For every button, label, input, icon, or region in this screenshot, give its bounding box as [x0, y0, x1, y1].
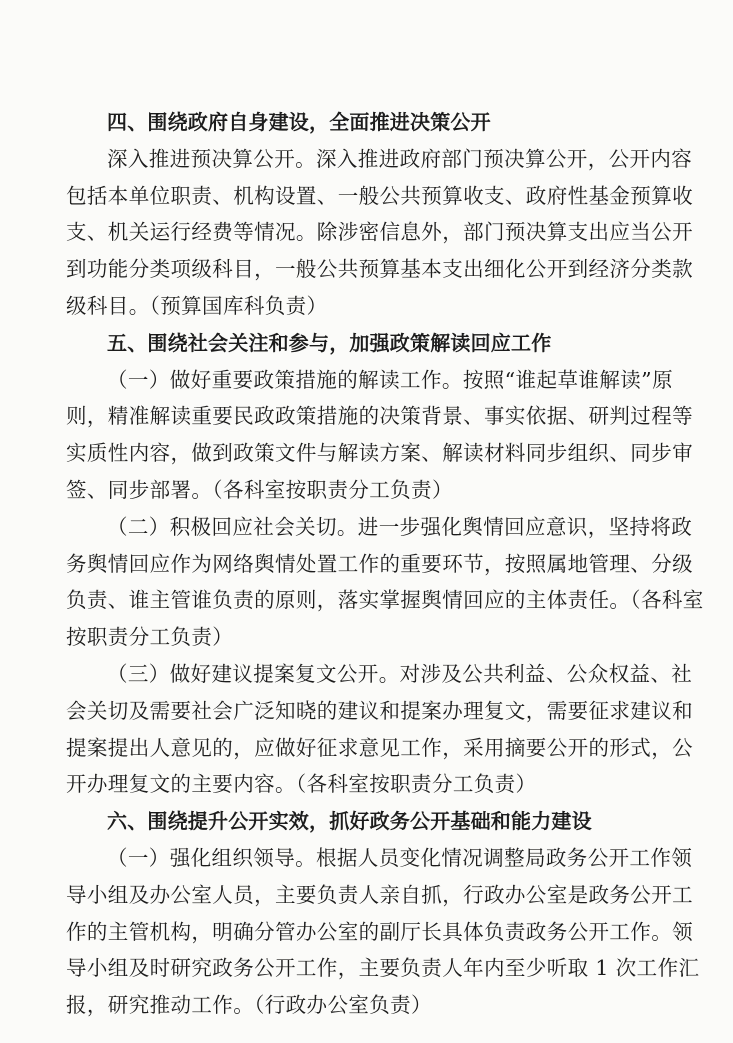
paragraph-line: 则，精准解读重要民政政策措施的决策背景、事实依据、研判过程等 — [66, 404, 693, 429]
section-heading-4: 四、围绕政府自身建设，全面推进决策公开 — [107, 110, 491, 134]
section-6-paragraph-1 — [66, 840, 700, 1024]
paragraph-line: 会关切及需要社会广泛知晓的建议和提案办理复文，需要征求建议和 — [66, 698, 693, 723]
section-4-paragraph-1 — [66, 141, 693, 325]
paragraph-line: （二）积极回应社会关切。进一步强化舆情回应意识，坚持将政 — [107, 514, 693, 539]
paragraph-line: 导小组及时研究政务公开工作，主要负责人年内至少听取 1 次工作汇 — [66, 956, 700, 981]
section-5-paragraph-3 — [66, 656, 693, 803]
paragraph-line: 按职责分工负责） — [66, 625, 234, 650]
paragraph-line: （一）强化组织领导。根据人员变化情况调整局政务公开工作领 — [107, 845, 693, 870]
paragraph-line: 报，研究推动工作。（行政办公室负责） — [66, 993, 432, 1018]
paragraph-line: （三）做好建议提案复文公开。对涉及公共利益、公众权益、社 — [107, 661, 693, 686]
section-5-paragraph-1 — [66, 362, 693, 509]
paragraph-line: 深入推进预决算公开。深入推进政府部门预决算公开，公开内容 — [107, 146, 693, 171]
paragraph-line: 实质性内容，做到政策文件与解读方案、解读材料同步组织、同步审 — [66, 441, 693, 466]
paragraph-line: 提案提出人意见的，应做好征求意见工作，采用摘要公开的形式，公 — [66, 735, 693, 760]
paragraph-line: 务舆情回应作为网络舆情处置工作的重要环节，按照属地管理、分级 — [66, 551, 693, 576]
paragraph-line: 开办理复文的主要内容。（各科室按职责分工负责） — [66, 772, 537, 797]
paragraph-line: 作的主管机构，明确分管办公室的副厅长具体负责政务公开工作。领 — [66, 919, 693, 944]
paragraph-line: 到功能分类项级科目，一般公共预算基本支出细化公开到经济分类款 — [66, 257, 693, 282]
paragraph-line: （一）做好重要政策措施的解读工作。按照“谁起草谁解读”原 — [107, 367, 673, 392]
paragraph-line: 签、同步部署。（各科室按职责分工负责） — [66, 477, 453, 502]
paragraph-line: 包括本单位职责、机构设置、一般公共预算收支、政府性基金预算收 — [66, 183, 693, 208]
paragraph-line: 支、机关运行经费等情况。除涉密信息外，部门预决算支出应当公开 — [66, 220, 693, 245]
section-heading-5: 五、围绕社会关注和参与，加强政策解读回应工作 — [107, 330, 552, 355]
paragraph-line: 负责、谁主管谁负责的原则，落实掌握舆情回应的主体责任。（各科室 — [66, 588, 704, 613]
section-heading-6: 六、围绕提升公开实效，抓好政务公开基础和能力建设 — [107, 809, 592, 834]
section-5-paragraph-2 — [66, 509, 704, 656]
paragraph-line: 导小组及办公室人员，主要负责人亲自抓，行政办公室是政务公开工 — [66, 882, 693, 907]
paragraph-line: 级科目。（预算国库科负责） — [66, 293, 328, 318]
